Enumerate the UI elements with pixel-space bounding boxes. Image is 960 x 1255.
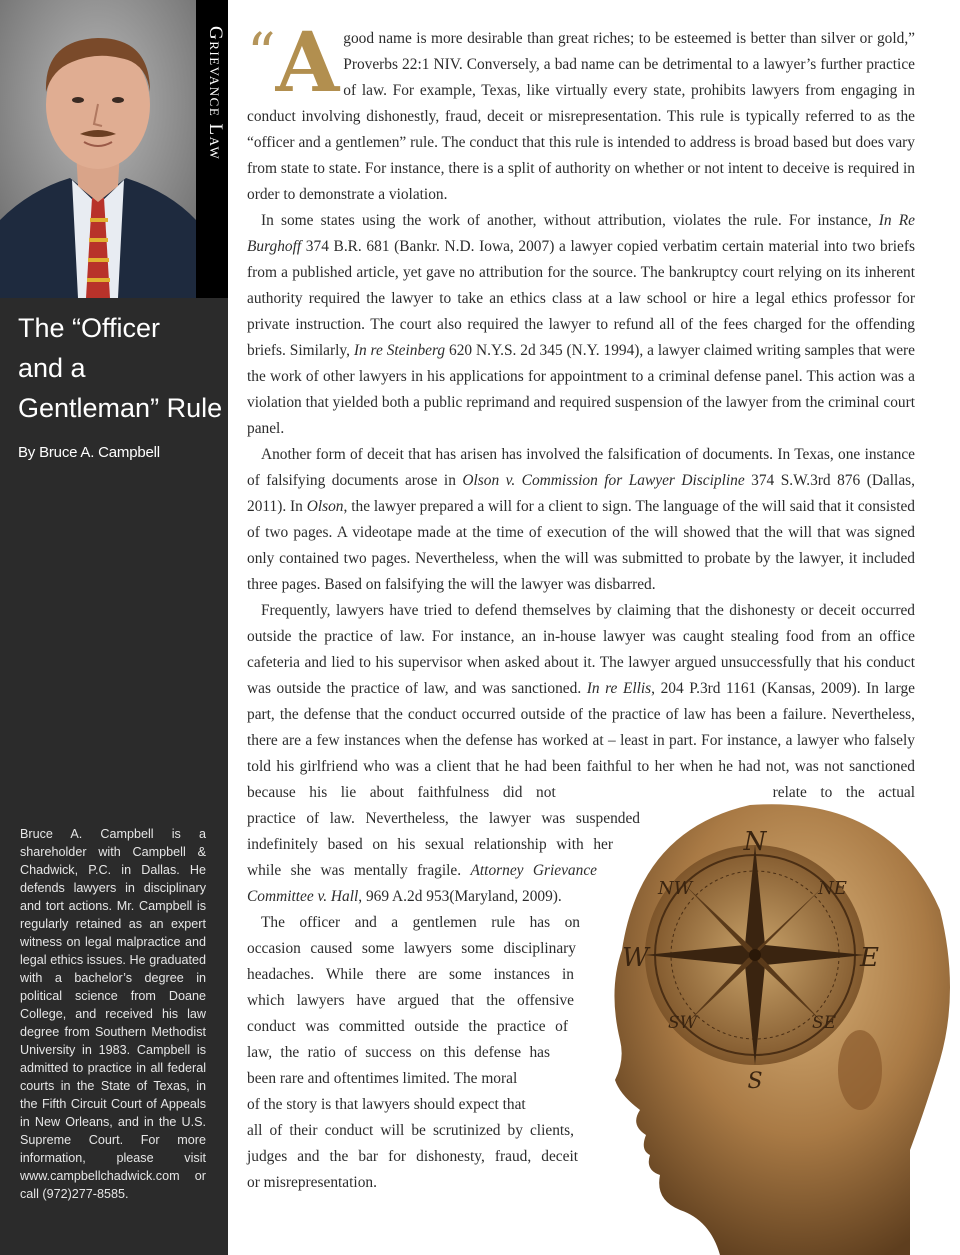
- paragraph-text: 374 B.R. 681 (Bankr. N.D. Iowa, 2007) a lawyer copied verbatim certain material into two briefs from a published article, yet gave no attribution for the source. The bankruptcy court relying on its inherent authority required the lawyer to take an ethics class at a law school or hire a legal ethics professor for private instruction. The court also required the lawyer to refund all of the fees charged for the offending briefs. Similarly,: [247, 238, 915, 359]
- compass-label-sw: SW: [668, 1013, 698, 1033]
- paragraph-2: [247, 208, 915, 442]
- article-title: [18, 308, 223, 428]
- case-citation: In Re Burghoff: [247, 212, 915, 255]
- text-line: of the story is that lawyers should expect that: [247, 1096, 526, 1113]
- text-line: judges and the bar for dishonesty, fraud, deceit: [247, 1148, 578, 1165]
- text-line: [247, 884, 587, 910]
- compass-label-nw: NW: [658, 878, 693, 899]
- compass-label-e: E: [860, 943, 879, 973]
- author-bio: Bruce A. Campbell is a shareholder with Campbell & Chadwick, P.C. in Dallas. He defends lawyers in disciplinary and tort actions. Mr. Campbell is regularly retained as an expert witness on legal malpractice and legal ethics issues. He graduated with a bachelor’s degree in political science from Doane College, and received his law degree from Southern Methodist University in 1983. Campbell is admitted to practice in all federal courts in the State of Texas, in the Fifth Circuit Court of Appeals in New Orleans, and in the U.S. Supreme Court. For more information, please visit www.campbellchadwick.com or call (972)277-8585.: [20, 827, 206, 1201]
- case-citation: Olson v. Commission for Lawyer Discipline: [462, 472, 745, 489]
- author-portrait-image: [0, 0, 196, 298]
- case-citation: In re Ellis: [586, 680, 652, 697]
- paragraph-4: [247, 598, 915, 806]
- paragraph-text: , the lawyer prepared a will for a client to sign. The language of the will said that it consisted of two pages. A videotape made at the time of execution of the will showed that the will that was signed only contained two pages. Nevertheless, when the will was submitted to probate by the lawyer, it included three pages. Based on falsifying the will the lawyer was disbarred.: [247, 498, 915, 593]
- opening-quote-mark: “: [247, 22, 276, 87]
- paragraph-text: , 969 A.2d 953(Maryland, 2009).: [358, 888, 562, 905]
- compass-label-se: SE: [812, 1013, 837, 1033]
- text-line: all of their conduct will be scrutinized by clients,: [247, 1122, 574, 1139]
- paragraph-text: 620 N.Y.S. 2d 345 (N.Y. 1994), a lawyer claimed writing samples that were the work of other lawyers in his applications for appointment to a criminal defense panel. This action was a violation that yielded both a public reprimand and required suspension of the lawyer from the criminal court panel.: [247, 342, 915, 437]
- compass-label-s: S: [747, 1069, 763, 1094]
- paragraph-1: [247, 15, 915, 208]
- paragraph-text: In some states using the work of another, without attribution, violates the rule. For instance,: [261, 212, 879, 229]
- text-line: or misrepresentation.: [247, 1174, 377, 1191]
- case-citation: In re Steinberg: [353, 342, 446, 359]
- article-body: [247, 15, 916, 1196]
- paragraph-text: good name is more desirable than great riches; to be esteemed is better than silver or gold,” Proverbs 22:1 NIV. Conversely, a bad name can be detrimental to a lawyer’s further practice of law. For example, Texas, like virtually every state, prohibits lawyers from engaging in conduct involving dishonestly, fraud, deceit or misrepresentation. This rule is typically referred to as the “officer and a gentlemen” rule. The conduct that this rule is intended to address is broad based but does vary from state to state. For instance, there is a split of authority on whether or not intent to deceive is required in order to demonstrate a violation.: [247, 30, 915, 203]
- drop-cap-letter: A: [275, 15, 340, 111]
- text-line: headaches. While there are some instances in: [247, 966, 574, 983]
- narrow-column-text: [247, 806, 915, 1196]
- case-citation: Committee v. Hall: [247, 888, 359, 905]
- compass-label-w: W: [622, 943, 649, 973]
- text-line: [247, 858, 597, 884]
- case-citation: Attorney Grievance: [470, 862, 597, 879]
- drop-cap-group: [247, 15, 340, 111]
- article-title-line: The “Officer: [18, 313, 161, 343]
- section-label: Grievance Law: [205, 26, 226, 161]
- paragraph-text: relate to the actual: [772, 784, 916, 801]
- paragraph-text: 374 S.W.3rd 876 (Dallas, 2011). In: [247, 472, 915, 515]
- paragraph-3: [247, 442, 915, 598]
- text-line: practice of law. Nevertheless, the lawyer was suspended: [247, 810, 640, 827]
- paragraph-text: Frequently, lawyers have tried to defend themselves by claiming that the dishonesty or deceit occurred outside the practice of law. For instance, an in-house lawyer was caught stealing food from an office cafeteria and lied to his supervisor when asked about it. The lawyer argued unsuccessfully that his conduct was outside the practice of law, and was sanctioned.: [247, 602, 915, 697]
- text-line: which lawyers have argued that the offensive: [247, 992, 574, 1009]
- text-line: law, the ratio of success on this defense has: [247, 1044, 550, 1061]
- compass-label-n: N: [743, 827, 767, 857]
- paragraph-text: Another form of deceit that has arisen has involved the falsification of documents. In Texas, one instance of falsifying documents arose in: [247, 446, 915, 489]
- paragraph-text: while she was mentally fragile.: [247, 862, 471, 879]
- case-citation: Olson: [306, 498, 344, 515]
- article-title-line: and a: [18, 353, 86, 383]
- text-line: occasion caused some lawyers some disciplinary: [247, 940, 576, 957]
- compass-label-ne: NE: [818, 878, 847, 899]
- text-line: indefinitely based on his sexual relationship with her: [247, 836, 613, 853]
- text-line: been rare and oftentimes limited. The moral: [247, 1070, 518, 1087]
- article-title-line: Gentleman” Rule: [18, 393, 223, 423]
- text-line: The officer and a gentlemen rule has on: [261, 914, 580, 931]
- author-photo: [0, 0, 196, 298]
- byline: By Bruce A. Campbell: [18, 444, 160, 461]
- text-line: conduct was committed outside the practice of: [247, 1018, 568, 1035]
- paragraph-text: , 204 P.3rd 1161 (Kansas, 2009). In large part, the defense that the conduct occurred outside of the practice of law has been a failure. Nevertheless, there are a few instances when the defense has worked at – least in part. For instance, a lawyer who falsely told his girlfriend who was a client that he had been faithful to her when he had not, was not sanctioned because his lie about faithfulness did not: [247, 680, 915, 801]
